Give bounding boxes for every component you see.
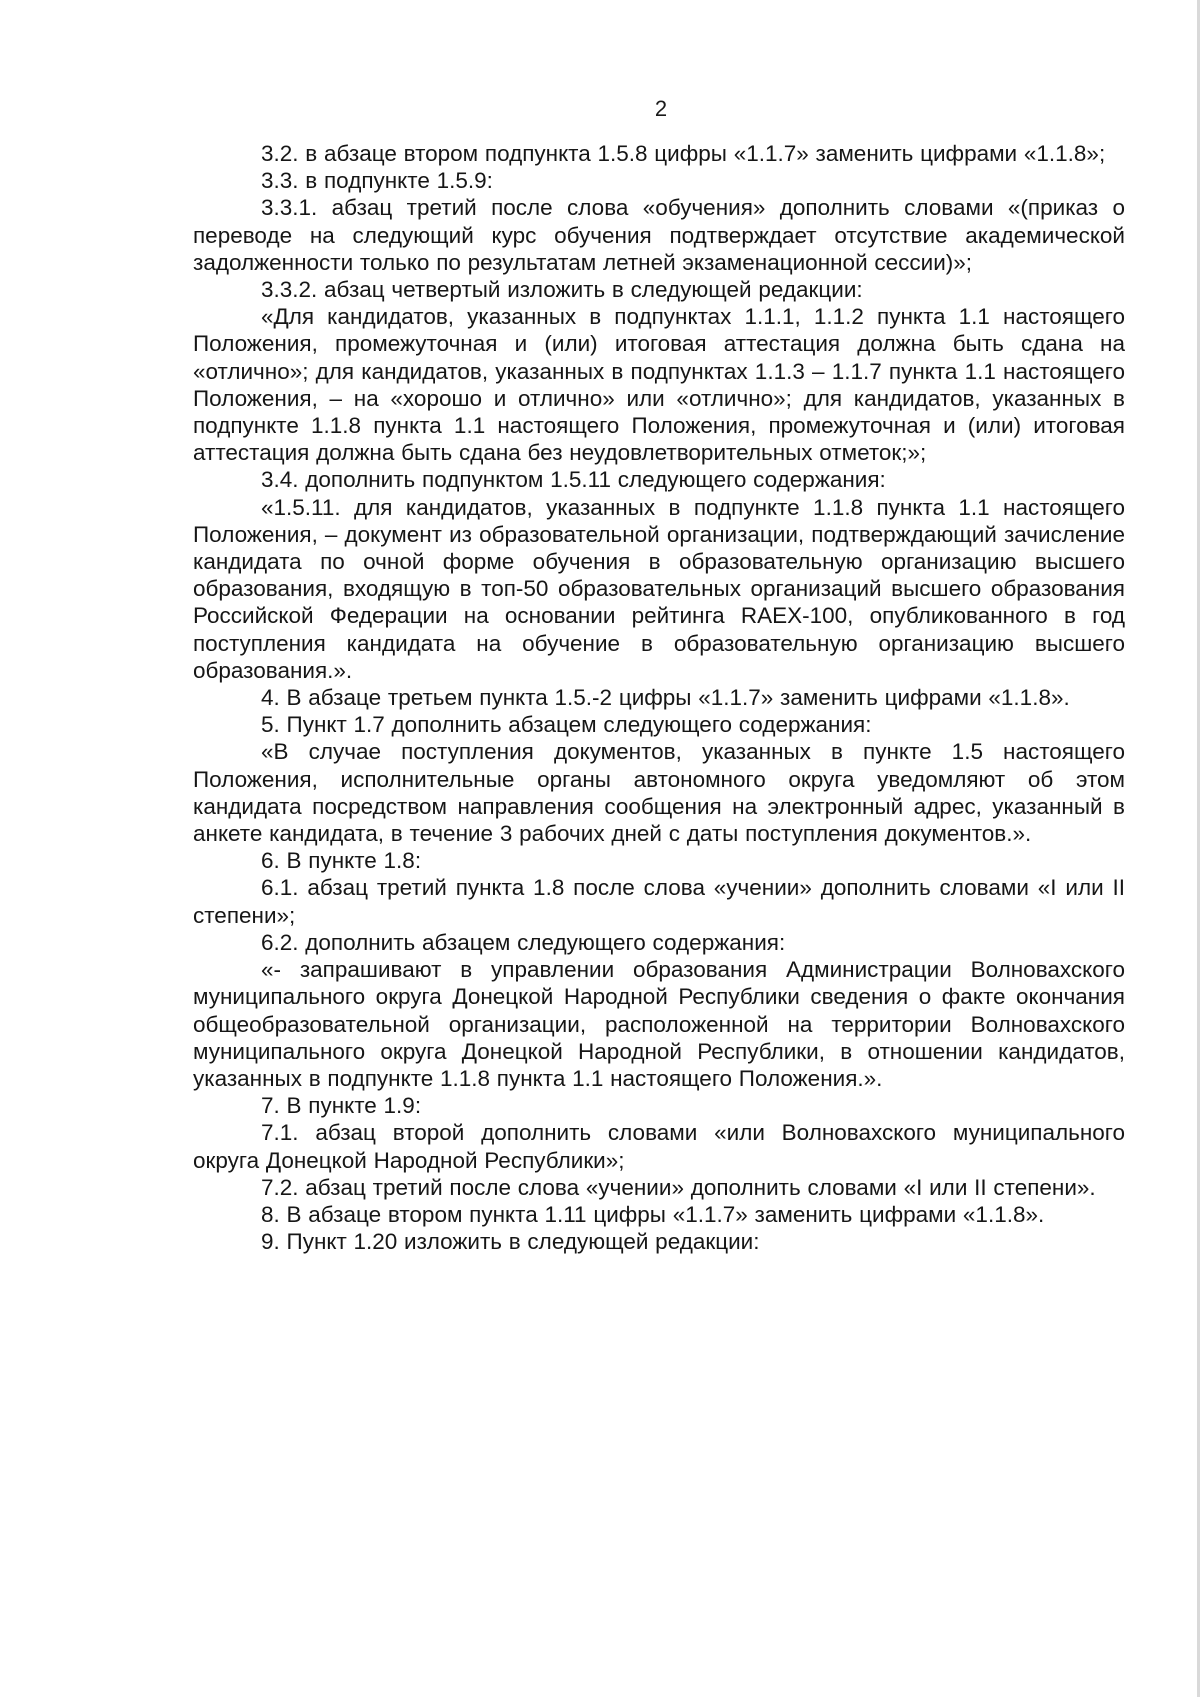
- paragraph: «1.5.11. для кандидатов, указанных в подпункте 1.1.8 пункта 1.1 настоящего Положения, – документ из образовательной организации, подтверждающий зачисление кандидата по очной форме обучения в образовательную организацию высшего образования, входящую в топ-50 образовательных организаций высшего образования Российской Федерации на основании рейтинга RAEX-100, опубликованного в год поступления кандидата на обучение в образовательную организацию высшего образования.».: [193, 494, 1125, 683]
- paragraph: 8. В абзаце втором пункта 1.11 цифры «1.1.7» заменить цифрами «1.1.8».: [261, 1201, 1045, 1227]
- paragraph: 6. В пункте 1.8:: [261, 848, 422, 874]
- paragraph: 7. В пункте 1.9:: [261, 1093, 422, 1119]
- paragraph: 3.2. в абзаце втором подпункта 1.5.8 цифры «1.1.7» заменить цифрами «1.1.8»;: [261, 141, 1106, 166]
- paragraph: 3.3. в подпункте 1.5.9:: [261, 168, 493, 194]
- page-number: 2: [654, 96, 668, 121]
- paragraph: 5. Пункт 1.7 дополнить абзацем следующего содержания:: [261, 712, 872, 738]
- paragraph: 3.4. дополнить подпунктом 1.5.11 следующего содержания:: [261, 467, 886, 493]
- paragraph: 6.1. абзац третий пункта 1.8 после слова «учении» дополнить словами «I или II степени»;: [193, 875, 1125, 928]
- paragraph: «- запрашивают в управлении образования Администрации Волновахского муниципального округа Донецкой Народной Республики сведения о факте окончания общеобразовательной организации, расположенной на территории Волновахского муниципального округа Донецкой Народной Республики, в отношении кандидатов, указанных в подпункте 1.1.8 пункта 1.1 настоящего Положения.».: [193, 957, 1125, 1091]
- paragraph: 3.3.2. абзац четвертый изложить в следующей редакции:: [261, 277, 863, 303]
- paragraph: «Для кандидатов, указанных в подпунктах 1.1.1, 1.1.2 пункта 1.1 настоящего Положения, промежуточная и (или) итоговая аттестация должна быть сдана на «отлично»; для кандидатов, указанных в подпунктах 1.1.3 – 1.1.7 пункта 1.1 настоящего Положения, – на «хорошо и отлично» или «отлично»; для кандидатов, указанных в подпункте 1.1.8 пункта 1.1 настоящего Положения, промежуточная и (или) итоговая аттестация должна быть сдана без неудовлетворительных отметок;»;: [193, 304, 1125, 466]
- document-body: [193, 140, 1125, 1255]
- paragraph: 7.2. абзац третий после слова «учении» дополнить словами «I или II степени».: [261, 1174, 1096, 1200]
- paragraph: 4. В абзаце третьем пункта 1.5.-2 цифры «1.1.7» заменить цифрами «1.1.8».: [261, 685, 1070, 711]
- paragraph: 6.2. дополнить абзацем следующего содержания:: [261, 929, 786, 955]
- paragraph: «В случае поступления документов, указанных в пункте 1.5 настоящего Положения, исполнительные органы автономного округа уведомляют об этом кандидата посредством направления сообщения на электронный адрес, указанный в анкете кандидата, в течение 3 рабочих дней с даты поступления документов.».: [193, 739, 1125, 847]
- paragraph: 7.1. абзац второй дополнить словами «или Волновахского муниципального округа Донецкой Народной Республики»;: [193, 1120, 1125, 1173]
- paragraph: 3.3.1. абзац третий после слова «обучения» дополнить словами «(приказ о переводе на следующий курс обучения подтверждает отсутствие академической задолженности только по результатам летней экзаменационной сессии)»;: [193, 195, 1125, 275]
- paragraph: 9. Пункт 1.20 изложить в следующей редакции:: [261, 1229, 760, 1255]
